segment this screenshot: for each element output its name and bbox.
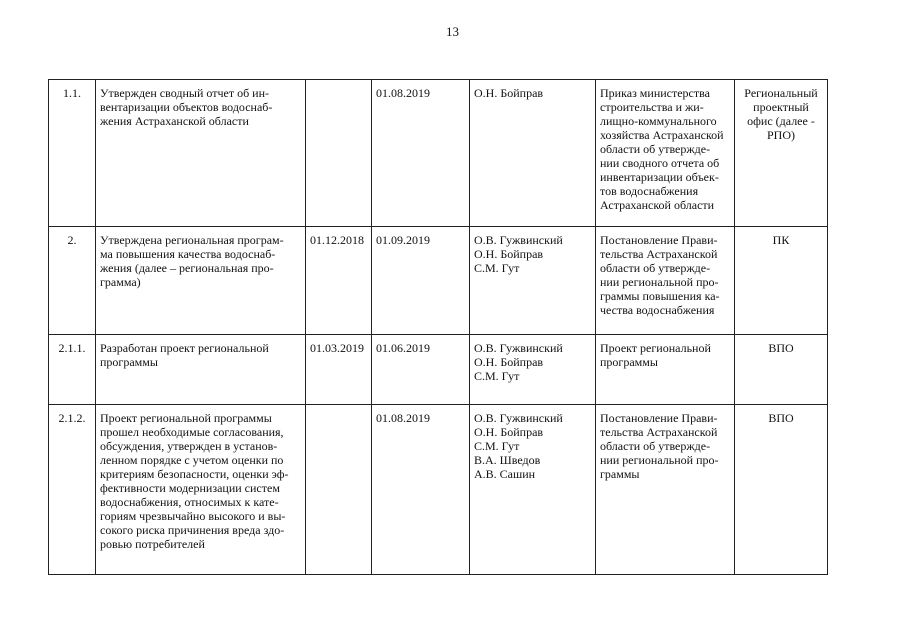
cell-line: сокого риска причинения вреда здо- (100, 523, 285, 537)
cell-line: О.Н. Бойправ (474, 247, 544, 261)
table-row (49, 227, 828, 335)
cell-line: жения (далее – региональная про- (100, 261, 274, 275)
cell-line: нии сводного отчета об (600, 156, 720, 170)
cell-line: Разработан проект региональной (100, 341, 269, 355)
cell-line: С.М. Гут (474, 369, 520, 383)
cell-line: ленном порядке с учетом оценки по (100, 453, 284, 467)
cell-line: А.В. Сашин (474, 467, 536, 481)
row-number-cell: 2.1.2. (49, 405, 96, 575)
start-date-cell: 01.03.2019 (306, 335, 372, 405)
cell-line: офис (далее - (747, 114, 815, 128)
cell-line: граммы повышения ка- (600, 289, 720, 303)
result-cell (96, 405, 306, 575)
cell-line: В.А. Шведов (474, 453, 541, 467)
cell-line: С.М. Гут (474, 261, 520, 275)
start-date-cell (306, 80, 372, 227)
cell-line: грамма) (100, 275, 141, 289)
cell-line: ма повышения качества водоснаб- (100, 247, 276, 261)
cell-line: области об утвержде- (600, 142, 711, 156)
start-date-cell (306, 405, 372, 575)
cell-line: программы (600, 355, 658, 369)
responsible-body-cell (735, 405, 828, 575)
result-cell (96, 335, 306, 405)
cell-line: Проект региональной (600, 341, 711, 355)
cell-line: ровью потребителей (100, 537, 205, 551)
plan-table (48, 79, 828, 575)
table-row (49, 80, 828, 227)
result-cell (96, 80, 306, 227)
cell-line: О.В. Гужвинский (474, 341, 563, 355)
responsible-body-cell (735, 80, 828, 227)
cell-line: Астраханской области (600, 198, 715, 212)
cell-line: прошел необходимые согласования, (100, 425, 284, 439)
end-date-cell: 01.08.2019 (372, 405, 470, 575)
cell-line: Проект региональной программы (100, 411, 272, 425)
cell-line: чества водоснабжения (600, 303, 715, 317)
end-date-cell: 01.09.2019 (372, 227, 470, 335)
cell-line: программы (100, 355, 158, 369)
cell-line: О.В. Гужвинский (474, 411, 563, 425)
cell-line: О.Н. Бойправ (474, 355, 544, 369)
cell-line: Региональный (744, 86, 818, 100)
cell-line: граммы (600, 467, 640, 481)
cell-line: вентаризации объектов водоснаб- (100, 100, 273, 114)
cell-line: гориям чрезвычайно высокого и вы- (100, 509, 286, 523)
cell-line: Утверждена региональная програм- (100, 233, 284, 247)
cell-line: О.В. Гужвинский (474, 233, 563, 247)
page-number: 13 (446, 24, 459, 39)
cell-line: проектный (753, 100, 809, 114)
cell-line: нии региональной про- (600, 453, 719, 467)
cell-line: строительства и жи- (600, 100, 704, 114)
responsible-persons-cell (470, 335, 596, 405)
document-cell (596, 80, 735, 227)
row-number-cell: 2.1.1. (49, 335, 96, 405)
cell-line: С.М. Гут (474, 439, 520, 453)
start-date-cell: 01.12.2018 (306, 227, 372, 335)
cell-line: ВПО (768, 341, 794, 355)
cell-line: нии региональной про- (600, 275, 719, 289)
row-number-cell: 2. (49, 227, 96, 335)
table-row (49, 335, 828, 405)
cell-line: жения Астраханской области (100, 114, 249, 128)
cell-line: Постановление Прави- (600, 411, 718, 425)
responsible-persons-cell (470, 227, 596, 335)
cell-line: области об утвержде- (600, 261, 711, 275)
cell-line: инвентаризации объек- (600, 170, 719, 184)
document-cell (596, 335, 735, 405)
responsible-body-cell (735, 227, 828, 335)
cell-line: Постановление Прави- (600, 233, 718, 247)
cell-line: тов водоснабжения (600, 184, 699, 198)
cell-line: РПО) (766, 128, 795, 142)
end-date-cell: 01.06.2019 (372, 335, 470, 405)
cell-line: области об утвержде- (600, 439, 711, 453)
result-cell (96, 227, 306, 335)
cell-line: тельства Астраханской (600, 425, 718, 439)
responsible-body-cell (735, 335, 828, 405)
document-cell (596, 405, 735, 575)
cell-line: Утвержден сводный отчет об ин- (100, 86, 270, 100)
cell-line: ВПО (768, 411, 794, 425)
cell-line: критериям безопасности, оценки эф- (100, 467, 289, 481)
document-cell (596, 227, 735, 335)
end-date-cell: 01.08.2019 (372, 80, 470, 227)
table-row (49, 405, 828, 575)
cell-line: ПК (772, 233, 790, 247)
responsible-persons-cell (470, 405, 596, 575)
cell-line: фективности модернизации систем (100, 481, 280, 495)
cell-line: водоснабжения, относимых к кате- (100, 495, 279, 509)
cell-line: тельства Астраханской (600, 247, 718, 261)
cell-line: лищно-коммунального (600, 114, 717, 128)
cell-line: О.Н. Бойправ (474, 86, 544, 100)
cell-line: хозяйства Астраханской (600, 128, 724, 142)
row-number-cell: 1.1. (49, 80, 96, 227)
cell-line: обсуждения, утвержден в установ- (100, 439, 278, 453)
cell-line: Приказ министерства (600, 86, 710, 100)
responsible-persons-cell (470, 80, 596, 227)
cell-line: О.Н. Бойправ (474, 425, 544, 439)
